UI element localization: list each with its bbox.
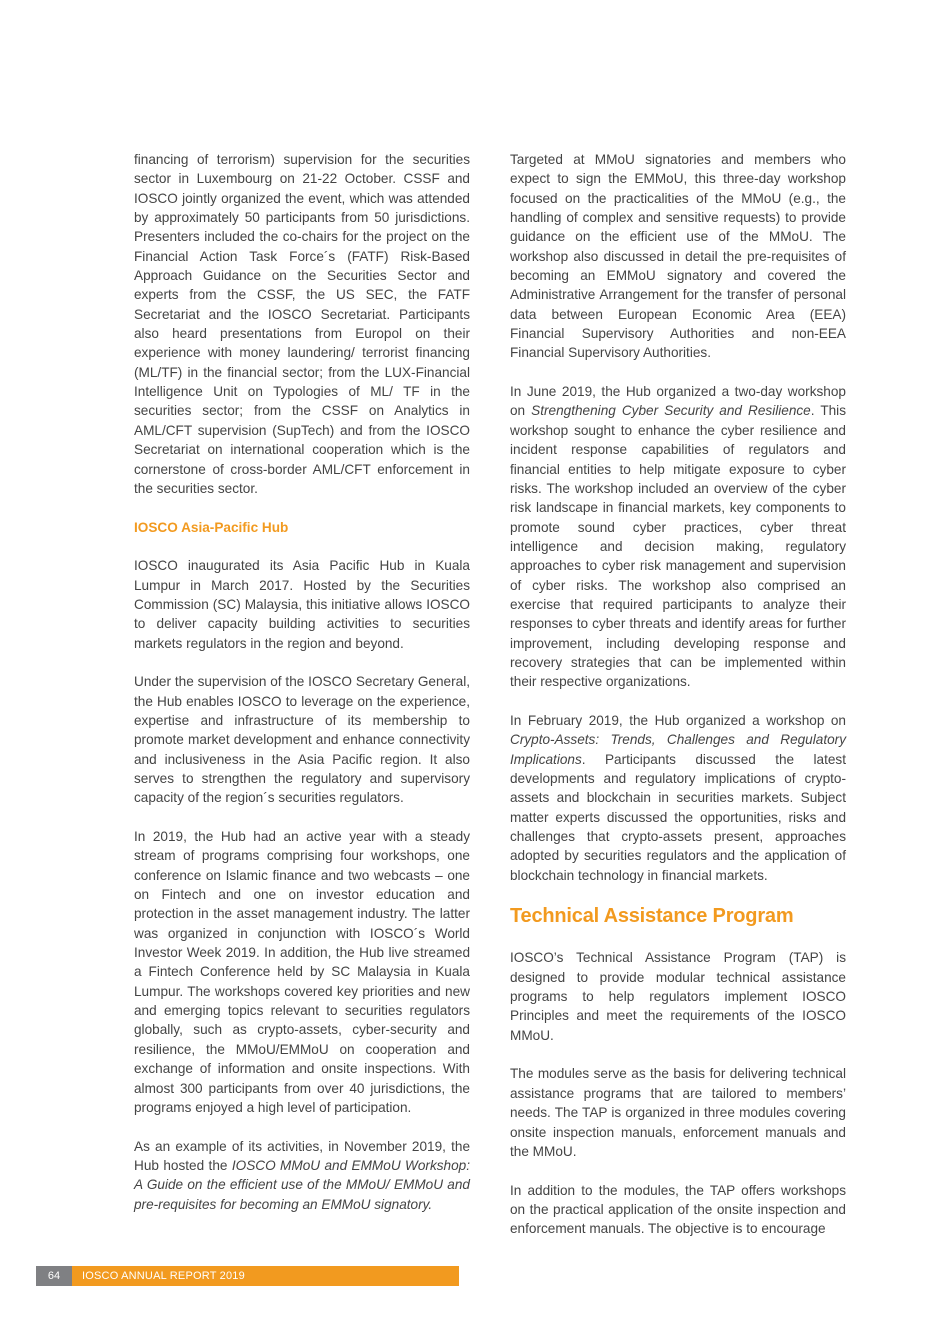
workshop-title-italic: IOSCO MMoU and EMMoU Workshop: A Guide on the efficient use of the MMoU/ EMMoU and pre-requisites for becoming an EMMoU signatory. (134, 1157, 470, 1212)
paragraph-tap-modules: The modules serve as the basis for delivering technical assistance programs that are tailored to members’ needs. The TAP is organized in three modules covering onsite inspection manuals, enforcement manuals and the MMoU. (510, 1066, 846, 1159)
paragraph-text: As an example of its activities, in November 2019, the Hub hosted the (134, 1138, 470, 1173)
paragraph-mmou-workshop (134, 1137, 470, 1214)
right-column (510, 150, 846, 1239)
paragraph-text: In June 2019, the Hub organized a two-day workshop on (510, 384, 846, 419)
page-footer (36, 1266, 459, 1286)
paragraph-tap-workshops: In addition to the modules, the TAP offers workshops on the practical application of the onsite inspection and enforcement manuals. The objective is to encourage (510, 1182, 846, 1237)
paragraph-crypto-workshop (510, 711, 846, 885)
paragraph-hub-2019-activity: In 2019, the Hub had an active year with a steady stream of programs comprising four workshops, one conference on Islamic finance and two webcasts – one on Fintech and one on investor education and protection in the asset management industry. The latter was organized in conjunction with IOSCO´s World Investor Week 2019. In addition, the Hub live streamed a Fintech Conference held by SC Malaysia in Kuala Lumpur. The workshops covered key priorities and new and emerging topics relevant to securities regulators globally, such as crypto-assets, cyber-security and resilience, the MMoU/EMMoU on cooperation and exchange of information and onsite inspections. With almost 300 participants from over 40 jurisdictions, the programs enjoyed a high level of participation. (134, 829, 470, 1115)
section-title-technical-assistance: Technical Assistance Program (510, 905, 794, 928)
page-number: 64 (36, 1266, 72, 1286)
paragraph-mmou-workshop-detail: Targeted at MMoU signatories and members who expect to sign the EMMoU, this three-day workshop focused on the practicalities of the MMoU (e.g., the handling of complex and sensitive requests) to provide guidance on the efficient use of the MMoU. The workshop also discussed in detail the pre-requisites of becoming an EMMoU signatory and covered the Administrative Arrangement for the transfer of personal data between European Economic Area (EEA) Financial Supervisory Authorities and non-EEA Financial Supervisory Authorities. (510, 152, 846, 361)
left-column (134, 150, 470, 1214)
paragraph-text: . Participants discussed the latest developments and regulatory implications of crypto-assets and blockchain in securities markets. Subject matter experts discussed the opportunities, risks and challenges that crypto-assets present, approaches adopted by securities regulators and the application of blockchain technology in financial markets. (510, 751, 846, 883)
paragraph-text: . This workshop sought to enhance the cyber resilience and incident response capabilities of regulators and financial entities to help mitigate exposure to cyber risks. The workshop included an overview of the cyber risk landscape in financial markets, key components to promote sound cyber practices, cyber threat intelligence and decision making, regulatory approaches to cyber risk management and supervision of cyber risks. The workshop also comprised an exercise that required participants to analyze their responses to cyber threats and identify areas for further improvement, including developing response and recovery strategies that can be implemented within their respective organizations. (510, 403, 847, 690)
paragraph-hub-inauguration: IOSCO inaugurated its Asia Pacific Hub in Kuala Lumpur in March 2017. Hosted by the Securities Commission (SC) Malaysia, this initiative allows IOSCO to deliver capacity building activities to securities markets regulators in the region and beyond. (134, 558, 470, 651)
paragraph-text: In February 2019, the Hub organized a workshop on (510, 712, 846, 728)
paragraph-aml-event: financing of terrorism) supervision for the securities sector in Luxembourg on 21-22 October. CSSF and IOSCO jointly organized the event, which was attended by approximately 50 participants from 50 jurisdictions. Presenters included the co-chairs for the project on the Financial Action Task Force´s (FATF) Risk-Based Approach Guidance on the Securities Sector and experts from the CSSF, the US SEC, the FATF Secretariat and the IOSCO Secretariat. Participants also heard presentations from Europol on their experience with money laundering/ terrorist financing (ML/TF) in the financial sector; from the LUX-Financial Intelligence Unit on Typologies of ML/ TF in the securities sector; from the CSSF on Analytics in AML/CFT supervision (SupTech) and from the IOSCO Secretariat on international cooperation which is the cornerstone of cross-border AML/CFT enforcement in the securities sector. (134, 152, 470, 496)
paragraph-tap-intro: IOSCO’s Technical Assistance Program (TAP) is designed to provide modular technical assistance programs to help regulators implement IOSCO Principles and meet the requirements of the IOSCO MMoU. (510, 950, 846, 1043)
paragraph-hub-supervision: Under the supervision of the IOSCO Secretary General, the Hub enables IOSCO to leverage on the experience, expertise and infrastructure of its membership to promote market development and enhance connectivity and inclusiveness in the Asia Pacific region. It also serves to strengthen the regulatory and supervisory capacity of the region´s securities regulators. (134, 674, 470, 806)
footer-report-title: IOSCO ANNUAL REPORT 2019 (72, 1266, 459, 1286)
workshop-title-italic: Crypto-Assets: Trends, Challenges and Regulatory Implications (510, 732, 846, 767)
workshop-title-italic: Strengthening Cyber Security and Resilience (531, 403, 811, 419)
paragraph-cyber-workshop (510, 382, 846, 692)
subheading-asia-pacific-hub: IOSCO Asia-Pacific Hub (134, 519, 289, 535)
